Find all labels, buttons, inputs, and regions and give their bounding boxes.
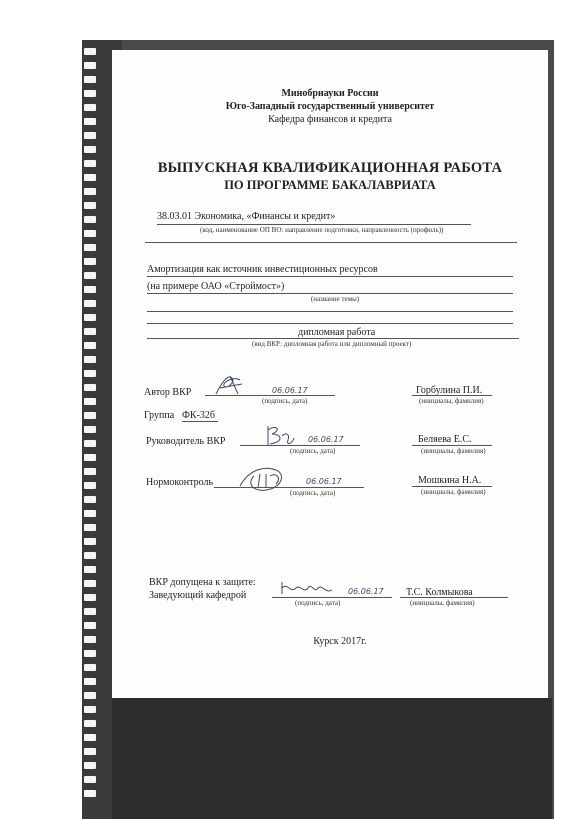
binding-hole: [84, 90, 96, 97]
binding-hole: [84, 230, 96, 237]
group-label: Группа: [144, 410, 175, 421]
binding-hole: [84, 594, 96, 601]
binding-hole: [84, 160, 96, 167]
binding-hole: [84, 356, 96, 363]
author-sig-caption: (подпись, дата): [262, 397, 308, 405]
topic-line-2: (на примере ОАО «Строймост»): [147, 281, 285, 292]
binding-hole: [84, 608, 96, 615]
normcontrol-name-caption: (инициалы, фамилия): [421, 488, 486, 496]
admission-line-2: Заведующий кафедрой: [149, 590, 247, 601]
topic-extra-line-2: [147, 323, 513, 324]
binding-hole: [84, 790, 96, 797]
supervisor-name-line: [412, 445, 492, 446]
head-of-department-name-line: [400, 597, 508, 598]
binding-hole: [84, 426, 96, 433]
city-year: Курск 2017г.: [313, 636, 367, 647]
normcontrol-sig-caption: (подпись, дата): [290, 489, 336, 497]
binding-hole: [84, 286, 96, 293]
binding-hole: [84, 454, 96, 461]
binding-hole: [84, 524, 96, 531]
binding-hole: [84, 538, 96, 545]
work-type-value: дипломная работа: [298, 327, 376, 338]
binding-hole: [84, 468, 96, 475]
university: Юго-Западный государственный университет: [225, 101, 435, 112]
binding-hole: [84, 48, 96, 55]
normcontrol-name-line: [412, 486, 492, 487]
binding-hole: [84, 342, 96, 349]
binding-hole: [84, 188, 96, 195]
binding-hole: [84, 258, 96, 265]
group-underline: [182, 421, 218, 422]
binding-hole: [84, 636, 96, 643]
binding-hole: [84, 440, 96, 447]
binding-hole: [84, 706, 96, 713]
binding-hole: [84, 720, 96, 727]
topic-underline-1: [147, 276, 513, 277]
binding-hole: [84, 132, 96, 139]
supervisor-name-caption: (инициалы, фамилия): [421, 447, 486, 455]
binding-hole: [84, 216, 96, 223]
author-name-line: [412, 395, 492, 396]
binding-hole: [84, 552, 96, 559]
binding-hole: [84, 482, 96, 489]
author-name: Горбулина П.И.: [416, 385, 483, 396]
work-type-underline: [147, 338, 519, 339]
binding-hole: [84, 664, 96, 671]
supervisor-date: 06.06.17: [308, 435, 344, 444]
binding-hole: [84, 370, 96, 377]
supervisor-name: Беляева Е.С.: [418, 434, 472, 445]
topic-extra-line-1: [147, 311, 513, 312]
group-value: ФК-32б: [182, 410, 215, 421]
topic-caption: (название темы): [310, 295, 360, 303]
binding-hole: [84, 384, 96, 391]
binding-hole: [84, 118, 96, 125]
work-type-caption: (вид ВКР: дипломная работа или дипломный проект): [252, 340, 412, 348]
binding-hole: [84, 104, 96, 111]
binding-hole: [84, 412, 96, 419]
head-of-department-name-caption: (инициалы, фамилия): [410, 599, 475, 607]
binding-hole: [84, 328, 96, 335]
department: Кафедра финансов и кредита: [268, 114, 392, 125]
binding-hole: [84, 650, 96, 657]
program-caption: (код, наименование ОП ВО: направление подготовки, направленность (профиль)): [200, 226, 444, 234]
head-of-department-signature: [278, 578, 338, 598]
binding-hole: [84, 762, 96, 769]
head-of-department-sig-caption: (подпись, дата): [295, 599, 341, 607]
supervisor-label: Руководитель ВКР: [146, 436, 226, 447]
title-line-2: ПО ПРОГРАММЕ БАКАЛАВРИАТА: [224, 178, 436, 192]
binding-hole: [84, 678, 96, 685]
program-extra-line: [145, 242, 517, 243]
normcontrol-sign-line: [214, 487, 364, 488]
head-of-department-name: Т.С. Колмыкова: [406, 587, 473, 598]
binding-hole: [84, 622, 96, 629]
binding-hole: [84, 776, 96, 783]
normcontrol-date: 06.06.17: [306, 477, 342, 486]
binding-hole: [84, 398, 96, 405]
supervisor-sig-caption: (подпись, дата): [290, 447, 336, 455]
binding-hole: [84, 244, 96, 251]
binding-hole: [84, 146, 96, 153]
ministry: Минобрнауки России: [281, 88, 379, 99]
author-name-caption: (инициалы, фамилия): [419, 397, 484, 405]
author-label: Автор ВКР: [144, 387, 192, 398]
binding-hole: [84, 692, 96, 699]
head-of-department-sign-line: [272, 597, 392, 598]
binding-hole: [84, 62, 96, 69]
binding-hole: [84, 202, 96, 209]
program-value: 38.03.01 Экономика, «Финансы и кредит»: [157, 211, 336, 222]
author-sign-line: [205, 395, 335, 396]
admission-line-1: ВКР допущена к защите:: [149, 577, 256, 588]
author-date: 06.06.17: [272, 386, 308, 395]
binding-hole: [84, 734, 96, 741]
normcontrol-signature: [236, 464, 292, 494]
binding-hole: [84, 510, 96, 517]
binding-hole: [84, 76, 96, 83]
binding-hole: [84, 314, 96, 321]
normcontrol-label: Нормоконтроль: [146, 477, 214, 488]
normcontrol-name: Мошкина Н.А.: [418, 475, 482, 486]
head-of-department-date: 06.06.17: [348, 587, 384, 596]
binding-hole: [84, 748, 96, 755]
binding-hole: [84, 272, 96, 279]
binding-hole: [84, 174, 96, 181]
program-underline: [157, 224, 471, 225]
binding-hole: [84, 300, 96, 307]
binding-hole: [84, 580, 96, 587]
scan-shadow: [112, 698, 552, 819]
title-line-1: ВЫПУСКНАЯ КВАЛИФИКАЦИОННАЯ РАБОТА: [157, 160, 503, 176]
topic-underline-2: [147, 293, 513, 294]
supervisor-sign-line: [240, 445, 360, 446]
topic-line-1: Амортизация как источник инвестиционных ресурсов: [147, 264, 378, 275]
binding-hole: [84, 496, 96, 503]
binding-hole: [84, 566, 96, 573]
